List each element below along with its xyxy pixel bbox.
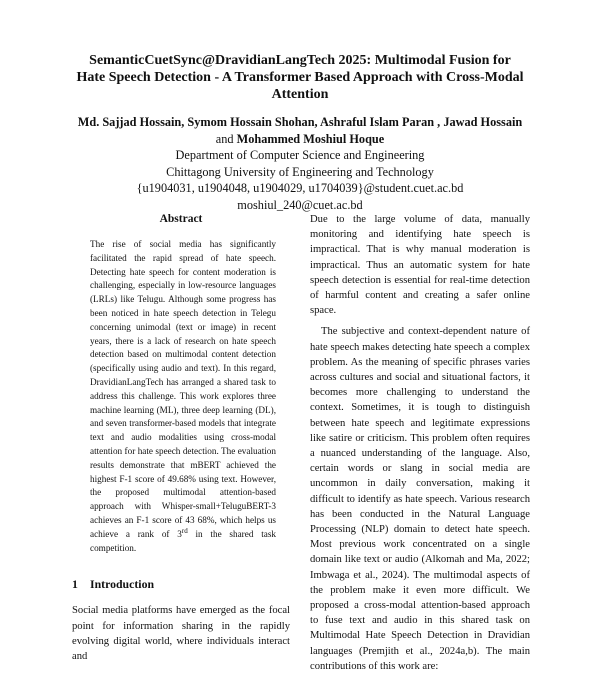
university: Chittagong University of Engineering and Technology: [166, 164, 434, 179]
author-names-line-2: [40, 131, 560, 148]
paper-title: [40, 52, 560, 103]
right-paragraph-2: The subjective and context-dependent nature of hate speech makes detecting hate speech a complex problem. As the meaning of specific phrases varies across cultures and social and situational factors, it becomes more challenging to understand the context. Sometimes, it is tough to distinguish between hate speech and legitimate expressions like satire or criticism. This problem often requires a nuanced understanding of the language. Also, certain words or slang in social media are uncommon in daily conversation, making it difficult to identify as hate speech. Various research has been conducted in the Natural Language Processing (NLP) domain to detect hate speech. Most previous work concentrated on a single domain like text or audio (Alkomah and Ma, 2022; Imbwaga et al., 2024). The multimodal aspects of the problem make it even more difficult. We proposed a cross-modal attention-based approach to fuse text and audio in this shared task on Multimodal Hate Speech Detection in Dravidian languages (Premjith et al., 2024a,b). The main contributions of this work are:: [310, 326, 530, 672]
left-column: [72, 212, 290, 664]
author-names-line-1: Md. Sajjad Hossain, Symom Hossain Shohan, Ashraful Islam Paran , Jawad Hossain: [77, 115, 523, 129]
intro-heading: [72, 577, 290, 591]
section-title: Introduction: [90, 577, 155, 592]
author-block: [40, 114, 560, 213]
abstract-heading: Abstract: [159, 213, 203, 225]
right-column: [310, 212, 530, 674]
rank-superscript: rd: [181, 526, 188, 535]
abstract-text: [72, 238, 290, 555]
intro-paragraph: Social media platforms have emerged as the focal point for information sharing in the rapidly evolving digital world, where individuals interact and: [72, 605, 290, 662]
last-author: Mohammed Moshiul Hoque: [236, 131, 385, 146]
faculty-email: moshiul_240@cuet.ac.bd: [237, 197, 363, 212]
and-word: and: [215, 131, 234, 146]
title-line-1: SemanticCuetSync@DravidianLangTech 2025: Multimodal Fusion for: [89, 53, 511, 68]
department: Department of Computer Science and Engineering: [175, 148, 425, 162]
student-emails: {u1904031, u1904048, u1904029, u1704039}@student.cuet.ac.bd: [136, 181, 464, 195]
section-number: 1: [72, 577, 78, 592]
abstract-end: in the shared task competition.: [90, 528, 276, 553]
abstract-body: The rise of social media has significantly facilitated the rapid spread of hate speech. Detecting hate speech for content moderation is challenging, especially in low-resource languages (LRLs) like Telugu. Although some progress has been noticed in hate speech detection in Telegu concerning unimodal (text or image) in recent years, there is a lack of research on hate speech detection based on multimodal content detection (specifically using audio and text). In this regard, DravidianLangTech has arranged a shared task to address this challenge. This work explores three machine learning (ML), three deep learning (DL), and seven transformer-based models that integrate text and audio modalities using cross-modal attention for hate speech detection. The evaluation results demonstrate that mBERT achieved the highest F-1 score of 49.68% using text. However, the proposed multimodal attention-based approach with Whisper-small+TeluguBERT-3 achieves an F-1 score of 43 68%, which helps us achieve a rank of 3: [90, 239, 276, 539]
title-line-2: Hate Speech Detection - A Transformer Based Approach with Cross-Modal: [76, 70, 524, 85]
right-paragraph-1: Due to the large volume of data, manually monitoring and identifying hate speech is impractical. That is why manual moderation is impractical. Thus an automatic system for hate speech detection is essential for real-time detection of harmful content and creating a safer online space.: [310, 214, 530, 317]
title-line-3: Attention: [271, 87, 329, 102]
